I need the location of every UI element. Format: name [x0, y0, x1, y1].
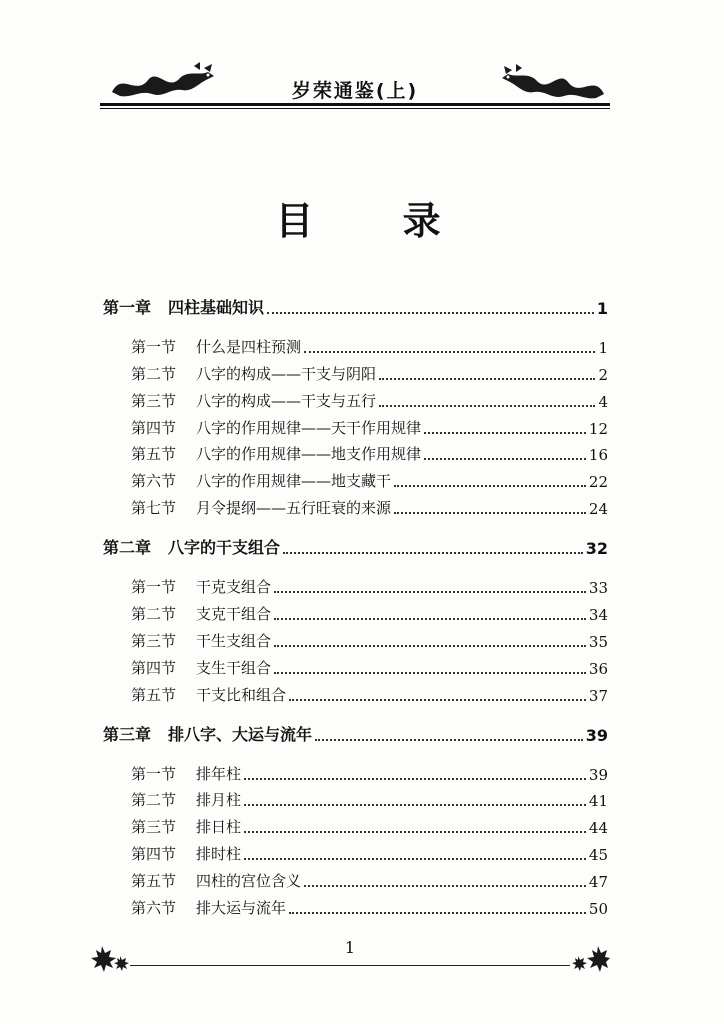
chapter-page: 39 — [585, 725, 608, 745]
chapter-title: 八字的干支组合 — [168, 538, 281, 558]
section-number: 第五节 — [131, 872, 177, 891]
toc-section-row — [103, 384, 608, 411]
section-title: 排月柱 — [196, 791, 242, 810]
dot-leader — [274, 617, 586, 620]
section-title: 干克支组合 — [196, 578, 272, 597]
section-page: 22 — [588, 473, 608, 492]
toc-section-row — [103, 864, 608, 891]
section-title: 排时柱 — [196, 845, 242, 864]
dot-leader — [424, 431, 586, 434]
running-header — [100, 62, 610, 110]
toc-section-row — [103, 757, 608, 784]
dot-leader — [379, 404, 595, 407]
dot-leader — [283, 551, 583, 554]
section-title: 排日柱 — [196, 818, 242, 837]
section-number: 第三节 — [131, 818, 177, 837]
dot-leader — [304, 350, 595, 353]
dot-leader — [289, 911, 586, 914]
section-page: 34 — [588, 606, 608, 625]
section-number: 第四节 — [131, 658, 177, 677]
section-title: 八字的构成——干支与阴阳 — [196, 364, 377, 383]
toc-section-row — [103, 784, 608, 811]
header-rule-thin — [100, 108, 610, 109]
section-page: 33 — [588, 579, 608, 598]
section-page: 37 — [588, 686, 608, 705]
section-title: 八字的作用规律——地支作用规律 — [196, 445, 422, 464]
toc-section-row — [103, 357, 608, 384]
dot-leader — [274, 671, 586, 674]
section-number: 第二节 — [131, 364, 177, 383]
chapter-number: 第三章 — [103, 724, 152, 744]
dot-leader — [424, 457, 586, 460]
dot-leader — [244, 857, 586, 860]
section-title: 排大运与流年 — [196, 899, 287, 918]
section-title: 支生干组合 — [196, 658, 272, 677]
dot-leader — [379, 377, 595, 380]
dot-leader — [267, 311, 594, 314]
section-page: 44 — [588, 819, 608, 838]
section-page: 39 — [588, 765, 608, 784]
section-number: 第六节 — [131, 472, 177, 491]
toc-chapter-row — [103, 717, 608, 745]
table-of-contents — [103, 290, 608, 930]
running-title: 岁荣通鉴(上) — [291, 80, 419, 102]
section-title: 排年柱 — [196, 764, 242, 783]
toc-section-row — [103, 810, 608, 837]
section-page: 1 — [598, 338, 608, 357]
toc-section-row — [103, 411, 608, 438]
dot-leader — [274, 644, 586, 647]
section-number: 第一节 — [131, 337, 177, 356]
section-title: 月令提纲——五行旺衰的来源 — [196, 499, 392, 518]
toc-chapter-row — [103, 530, 608, 558]
dot-leader — [304, 884, 586, 887]
dot-leader — [394, 511, 586, 514]
section-title: 干支比和组合 — [196, 685, 287, 704]
toc-section-row — [103, 464, 608, 491]
dot-leader — [394, 484, 586, 487]
toc-section-row — [103, 891, 608, 918]
toc-section-row — [103, 837, 608, 864]
toc-section-row — [103, 651, 608, 678]
toc-section-row — [103, 678, 608, 705]
section-number: 第二节 — [131, 605, 177, 624]
section-page: 35 — [588, 632, 608, 651]
header-rule — [100, 103, 610, 106]
section-number: 第一节 — [131, 764, 177, 783]
section-number: 第七节 — [131, 499, 177, 518]
section-title: 四柱的宫位含义 — [196, 872, 302, 891]
section-page: 47 — [588, 873, 608, 892]
section-number: 第五节 — [131, 685, 177, 704]
section-title: 八字的构成——干支与五行 — [196, 391, 377, 410]
toc-section-row — [103, 597, 608, 624]
dot-leader — [289, 698, 586, 701]
section-number: 第二节 — [131, 791, 177, 810]
toc-section-row — [103, 438, 608, 465]
chapter-title: 四柱基础知识 — [168, 298, 265, 317]
toc-section-row — [103, 491, 608, 518]
dot-leader — [244, 830, 586, 833]
section-page: 2 — [598, 365, 608, 384]
dot-leader — [244, 777, 586, 780]
section-page: 36 — [588, 659, 608, 678]
section-number: 第三节 — [131, 391, 177, 410]
toc-section-row — [103, 624, 608, 651]
toc-section-row — [103, 330, 608, 357]
section-number: 第四节 — [131, 418, 177, 437]
chapter-title: 排八字、大运与流年 — [168, 724, 313, 744]
section-page: 4 — [598, 392, 608, 411]
page-footer — [90, 938, 610, 980]
chapter-page: 32 — [585, 539, 608, 559]
section-number: 第一节 — [131, 578, 177, 597]
section-title: 八字的作用规律——地支藏干 — [196, 472, 392, 491]
section-number: 第四节 — [131, 845, 177, 864]
section-page: 16 — [588, 446, 608, 465]
dot-leader — [244, 803, 586, 806]
dot-leader — [274, 590, 586, 593]
footer-rule — [130, 965, 570, 966]
section-title: 干生支组合 — [196, 631, 272, 650]
page-number: 1 — [344, 938, 356, 957]
toc-title: 目 录 — [275, 198, 479, 243]
section-title: 什么是四柱预测 — [196, 337, 302, 356]
dot-leader — [315, 738, 583, 741]
toc-chapter-row — [103, 290, 608, 318]
section-number: 第六节 — [131, 899, 177, 918]
section-page: 50 — [588, 900, 608, 919]
section-title: 八字的作用规律——天干作用规律 — [196, 418, 422, 437]
section-number: 第五节 — [131, 445, 177, 464]
section-page: 41 — [588, 792, 608, 811]
section-page: 24 — [588, 500, 608, 519]
section-page: 12 — [588, 419, 608, 438]
toc-section-row — [103, 570, 608, 597]
chapter-number: 第二章 — [103, 538, 152, 558]
section-page: 45 — [588, 846, 608, 865]
chapter-number: 第一章 — [103, 298, 152, 317]
section-number: 第三节 — [131, 631, 177, 650]
chapter-page: 1 — [596, 299, 608, 318]
section-title: 支克干组合 — [196, 605, 272, 624]
